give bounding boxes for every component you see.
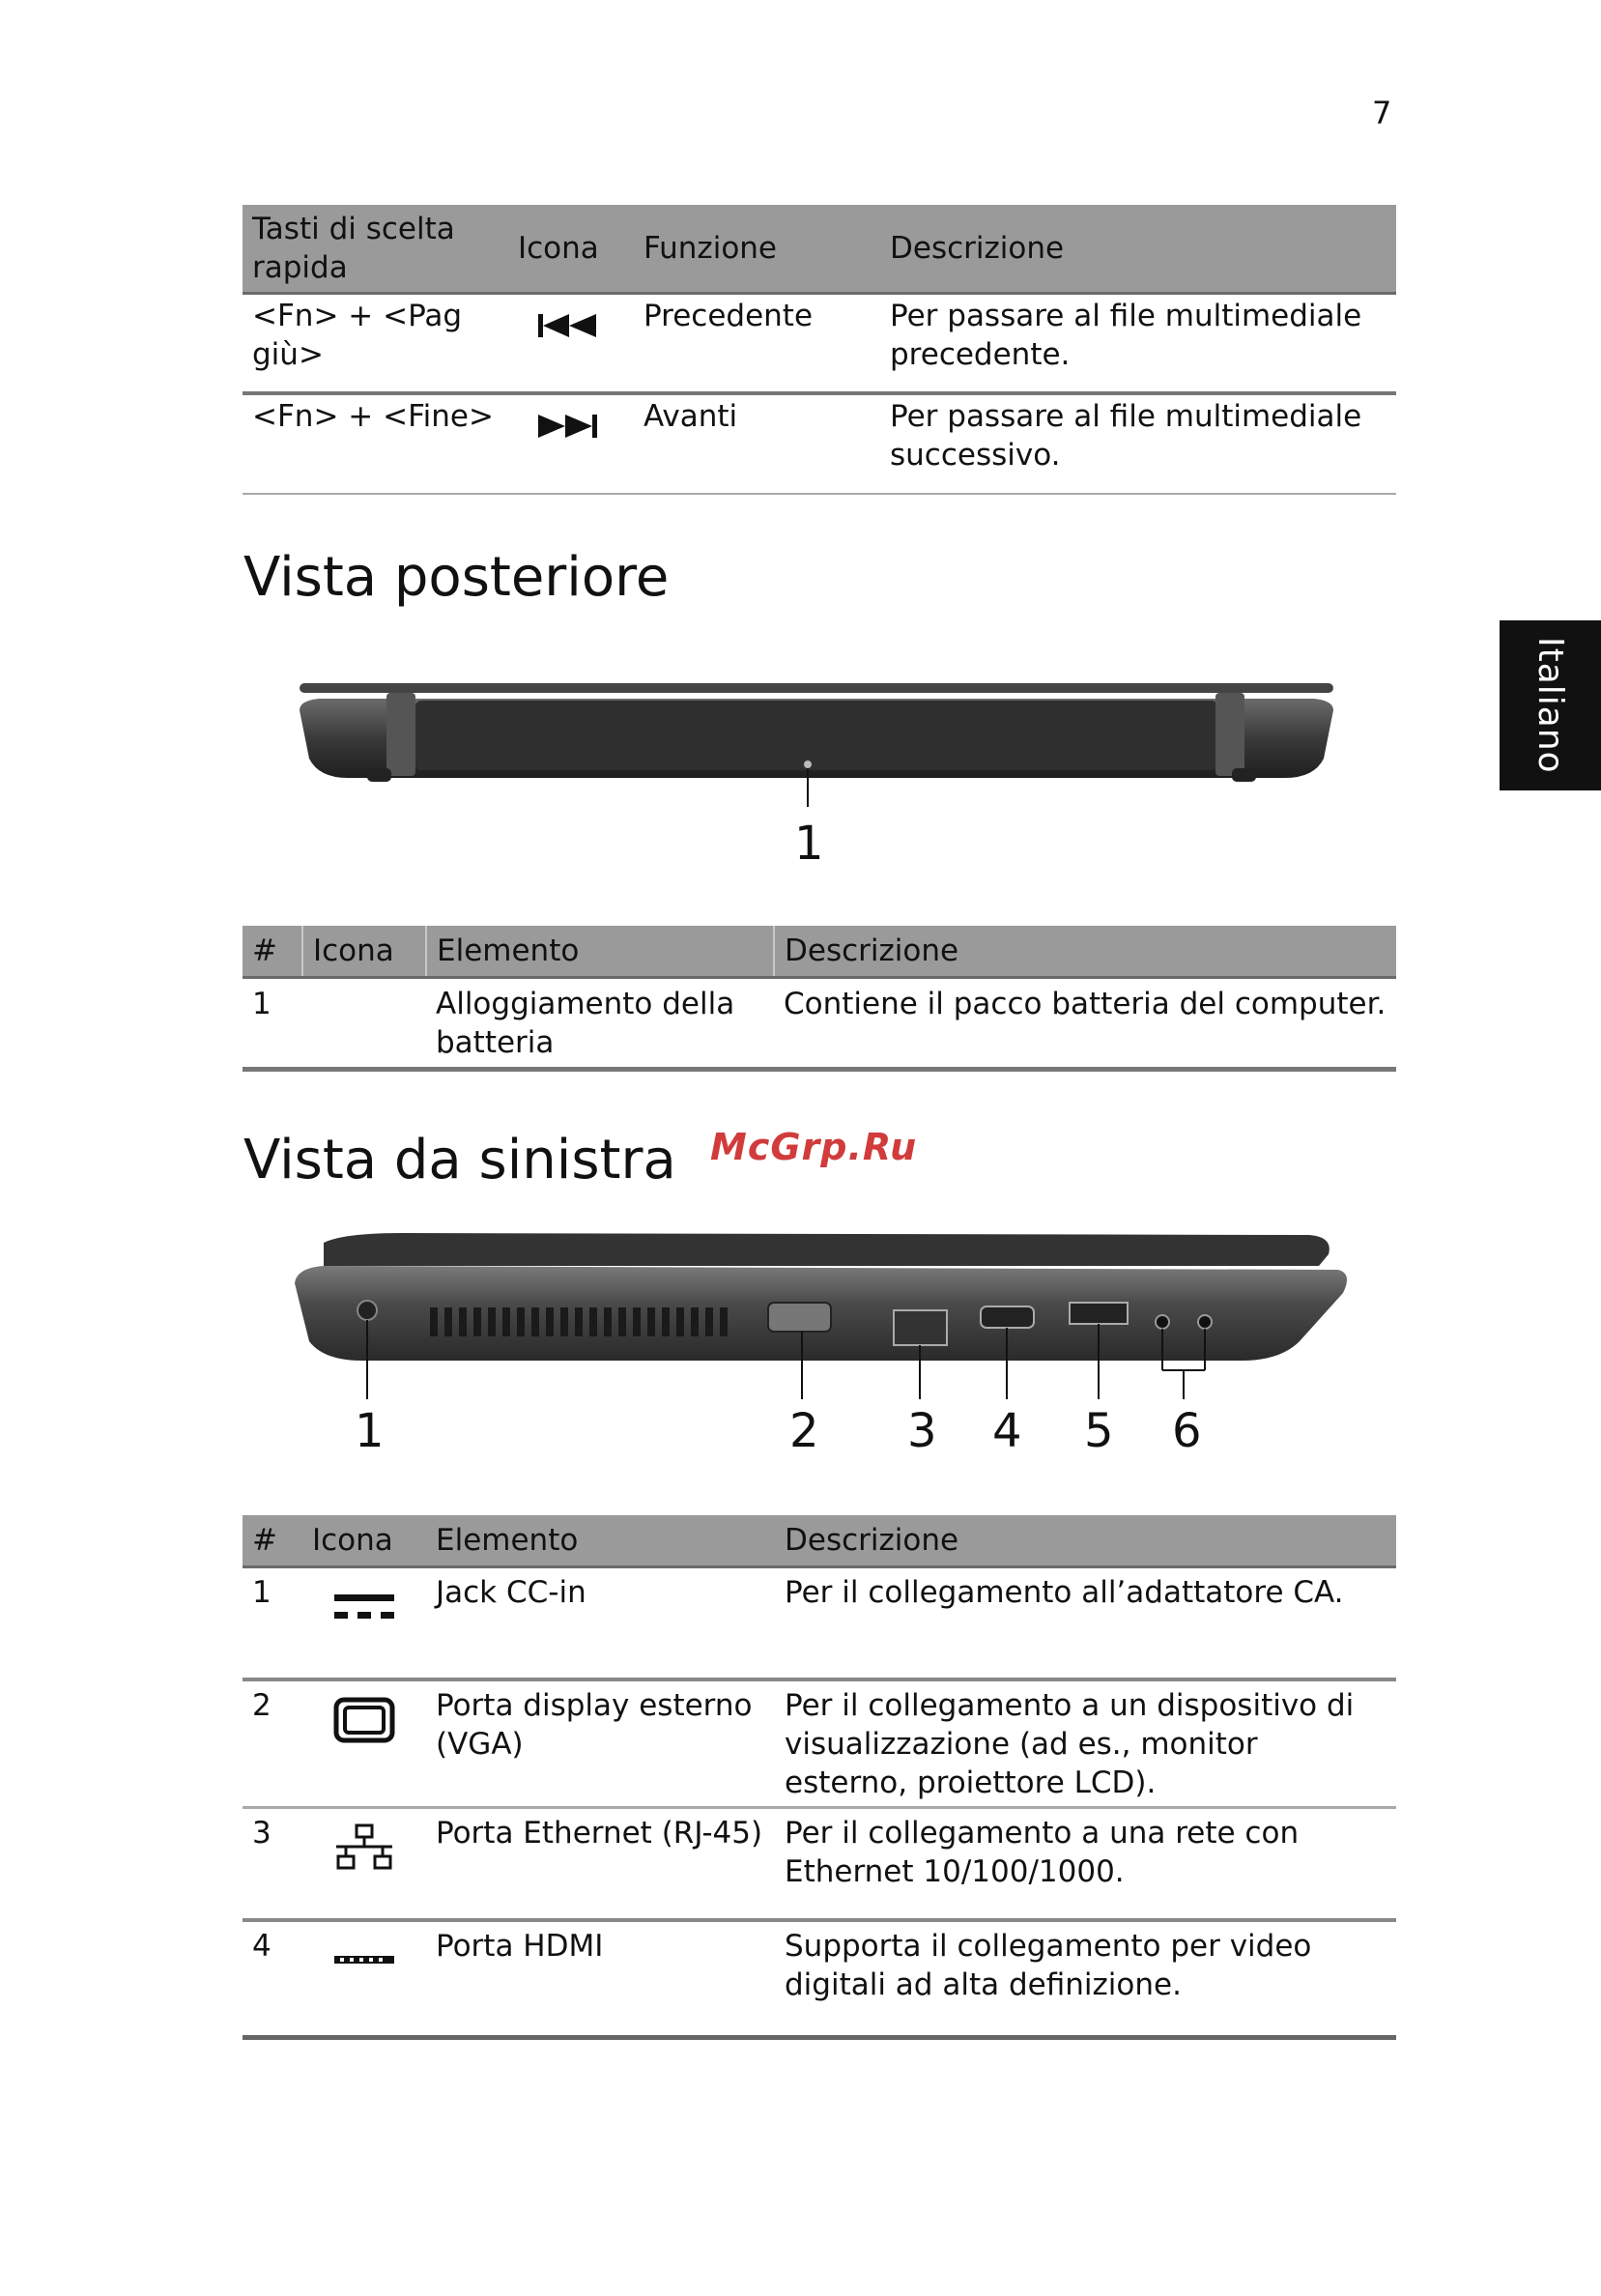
- vga-port-icon: [330, 1694, 398, 1746]
- row-num: 3: [243, 1807, 302, 1920]
- row-num: 4: [243, 1920, 302, 2037]
- row-element: Alloggiamento della batteria: [426, 977, 774, 1069]
- header-element: Elemento: [426, 926, 774, 977]
- header-description: Descrizione: [880, 205, 1396, 293]
- table-row: [243, 1566, 1396, 1679]
- row-num: 1: [243, 1566, 302, 1679]
- laptop-rear-image: [290, 672, 1343, 807]
- hotkey-keys: <Fn> + <Fine>: [243, 393, 508, 494]
- header-description: Descrizione: [775, 1515, 1396, 1566]
- hotkey-keys: <Fn> + <Pag giù>: [243, 293, 508, 393]
- table-row: [243, 1920, 1396, 2037]
- rear-view-illustration: [290, 672, 1343, 875]
- header-keys: Tasti di scelta rapida: [243, 205, 508, 293]
- previous-track-icon: [532, 304, 610, 343]
- header-num: #: [243, 926, 302, 977]
- table-header-row: [243, 926, 1396, 977]
- left-view-illustration: [285, 1225, 1358, 1477]
- table-row: [243, 1807, 1396, 1920]
- hotkey-description: Per passare al file multimediale precedente.: [880, 293, 1396, 393]
- callout-label: 4: [992, 1404, 1022, 1458]
- row-element: Porta HDMI: [426, 1920, 775, 2037]
- table-row: [243, 393, 1396, 494]
- callout-label: 2: [789, 1404, 819, 1458]
- callout-label: 3: [907, 1404, 937, 1458]
- table-row: [243, 1679, 1396, 1807]
- left-view-table: [243, 1515, 1396, 2040]
- row-element: Jack CC-in: [426, 1566, 775, 1679]
- header-icon: Icona: [508, 205, 634, 293]
- watermark: McGrp.Ru: [710, 1126, 918, 1168]
- ethernet-icon: [330, 1822, 398, 1876]
- hotkey-description: Per passare al file multimediale successivo.: [880, 393, 1396, 494]
- section-title-left-view: Vista da sinistra: [243, 1129, 676, 1191]
- page-number: 7: [1372, 95, 1392, 131]
- row-element: Porta display esterno (VGA): [426, 1679, 775, 1807]
- callout-label: 6: [1172, 1404, 1202, 1458]
- row-icon: [302, 977, 426, 1069]
- rear-view-table: [243, 926, 1396, 1072]
- row-description: Per il collegamento a una rete con Ethernet 10/100/1000.: [775, 1807, 1396, 1920]
- hotkey-table: [243, 205, 1396, 495]
- callout-label: 1: [355, 1404, 385, 1458]
- hotkey-function: Precedente: [634, 293, 880, 393]
- row-num: 2: [243, 1679, 302, 1807]
- language-tab: [1500, 620, 1601, 790]
- callout-label: 1: [794, 817, 824, 871]
- header-function: Funzione: [634, 205, 880, 293]
- header-num: #: [243, 1515, 302, 1566]
- table-row: [243, 977, 1396, 1069]
- row-description: Contiene il pacco batteria del computer.: [774, 977, 1396, 1069]
- table-row: [243, 293, 1396, 393]
- row-element: Porta Ethernet (RJ-45): [426, 1807, 775, 1920]
- laptop-left-side-image: [285, 1225, 1358, 1399]
- section-title-rear-view: Vista posteriore: [243, 546, 670, 609]
- callout-label: 5: [1084, 1404, 1114, 1458]
- row-num: 1: [243, 977, 302, 1069]
- header-icon: Icona: [302, 1515, 426, 1566]
- table-header-row: [243, 205, 1396, 293]
- dc-in-icon: [330, 1581, 398, 1629]
- table-header-row: [243, 1515, 1396, 1566]
- header-icon: Icona: [302, 926, 426, 977]
- header-element: Elemento: [426, 1515, 775, 1566]
- row-description: Supporta il collegamento per video digitali ad alta definizione.: [775, 1920, 1396, 2037]
- header-description: Descrizione: [774, 926, 1396, 977]
- language-tab-label: Italiano: [1530, 637, 1570, 774]
- hdmi-icon: [330, 1935, 398, 1973]
- next-track-icon: [532, 405, 610, 444]
- row-description: Per il collegamento all’adattatore CA.: [775, 1566, 1396, 1679]
- hotkey-function: Avanti: [634, 393, 880, 494]
- row-description: Per il collegamento a un dispositivo di visualizzazione (ad es., monitor esterno, proiettore LCD).: [775, 1679, 1396, 1807]
